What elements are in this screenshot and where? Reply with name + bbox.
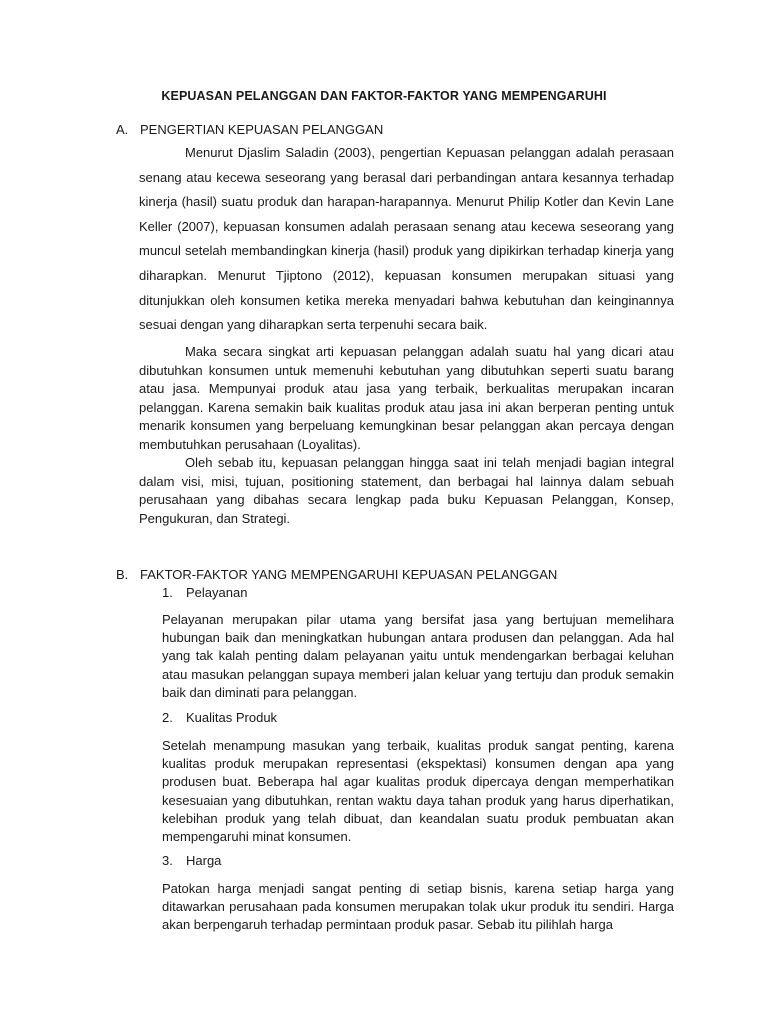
factor-3-text: Patokan harga menjadi sangat penting di setiap bisnis, karena setiap harga yang ditawarkan perusahaan pada konsumen merupakan tolak ukur produk itu sendiri. Harga akan berpengaruh terhadap permintaan produk pasar. Sebab itu pilihlah harga [162, 881, 674, 933]
factor-1-text: Pelayanan merupakan pilar utama yang bersifat jasa yang bertujuan memelihara hubungan baik dan meningkatkan hubungan antara produsen dan pelanggan. Ada hal yang tak kalah penting dalam pelayanan yaitu untuk mendengarkan berbagai keluhan atau masukan pelanggan supaya memberi jalan keluar yang tertuju dan produk semakin baik dan diminati para pelanggan. [162, 612, 674, 700]
section-a-paragraph-1: Menurut Djaslim Saladin (2003), pengertian Kepuasan pelanggan adalah perasaan senang atau kecewa seseorang yang berasal dari perbandingan antara kesannya terhadap kinerja (hasil) suatu produk dan harapan-harapannya. Menurut Philip Kotler dan Kevin Lane Keller (2007), kepuasan konsumen adalah perasaan senang atau kecewa seseorang yang muncul setelah membandingkan kinerja (hasil) produk yang dipikirkan terhadap kinerja yang diharapkan. Menurut Tjiptono (2012), kepuasan konsumen merupakan situasi yang ditunjukkan oleh konsumen ketika mereka menyadari bahwa kebutuhan dan keinginannya sesuai dengan yang diharapkan serta terpenuhi secara baik. [139, 145, 674, 333]
section-b-letter: B. [116, 567, 129, 582]
section-a-letter: A. [116, 122, 129, 137]
section-a-title: PENGERTIAN KEPUASAN PELANGGAN [140, 122, 384, 137]
document-title: KEPUASAN PELANGGAN DAN FAKTOR-FAKTOR YANG MEMPENGARUHI [161, 89, 607, 103]
section-b-title: FAKTOR-FAKTOR YANG MEMPENGARUHI KEPUASAN PELANGGAN [140, 567, 558, 582]
factor-2-label: Kualitas Produk [186, 710, 278, 725]
factor-1-number: 1. [162, 585, 173, 600]
section-b-heading [116, 567, 676, 582]
factor-2-text: Setelah menampung masukan yang terbaik, kualitas produk sangat penting, karena kualitas produk merupakan representasi (ekspektasi) konsumen dengan apa yang produsen buat. Beberapa hal agar kualitas produk dipercaya dengan memperhatikan kesesuaian yang dibutuhkan, rentan waktu daya tahan produk yang harus diperhatikan, kelebihan produk yang telah dibuat, dan keandalan suatu produk pembuatan akan mempengaruhi minat konsumen. [162, 738, 674, 845]
factor-3-heading [162, 853, 662, 868]
factor-3-number: 3. [162, 853, 173, 868]
factor-2-number: 2. [162, 710, 173, 725]
section-a-paragraph-3: Oleh sebab itu, kepuasan pelanggan hingga saat ini telah menjadi bagian integral dalam visi, misi, tujuan, positioning statement, dan berbagai hal lainnya dalam sebuah perusahaan yang dibahas secara lengkap pada buku Kepuasan Pelanggan, Konsep, Pengukuran, dan Strategi. [139, 455, 674, 526]
section-a-heading [116, 122, 676, 137]
factor-1-label: Pelayanan [186, 585, 248, 600]
section-a-paragraph-2: Maka secara singkat arti kepuasan pelanggan adalah suatu hal yang dicari atau dibutuhkan konsumen untuk memenuhi kebutuhan yang dibutuhkan seperti suatu barang atau jasa. Mempunyai produk atau jasa yang terbaik, berkualitas merupakan incaran pelanggan. Karena semakin baik kualitas produk atau jasa ini akan berperan penting untuk menarik konsumen yang berpeluang kemungkinan besar pelanggan akan percaya dengan membutuhkan perusahaan (Loyalitas). [139, 344, 674, 452]
factor-2-heading [162, 710, 662, 725]
factor-3-label: Harga [186, 853, 222, 868]
factor-1-heading [162, 585, 662, 600]
